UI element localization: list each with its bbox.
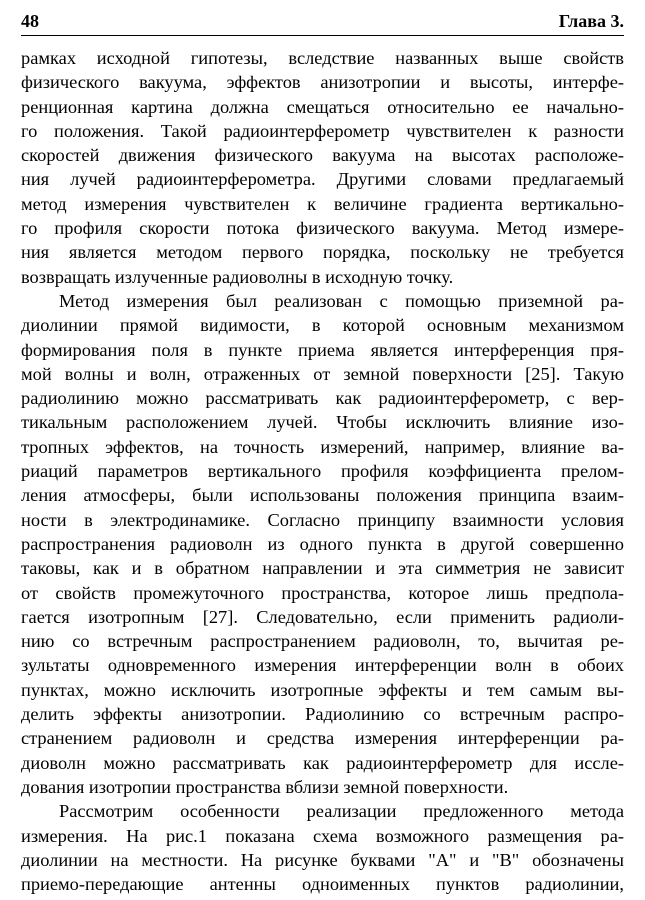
text-line: ния лучей радиоинтерферометра. Другими словами предлагаемый [21,169,624,190]
text-line: Метод измерения был реализован с помощью приземной ра- [59,290,624,311]
text-line: ния является методом первого порядка, поскольку не требуется [21,242,624,263]
text-line: ренционная картина должна смещаться относительно ее начально- [21,96,624,117]
text-line: диоволн можно рассматривать как радиоинтерферометр для иссле- [21,752,624,773]
text-line: нию со встречным распространением радиоволн, то, вычитая ре- [21,631,624,652]
text-line: физического вакуума, эффектов анизотропии и высоты, интерфе- [21,72,624,93]
text-line: мой волны и волн, отраженных от земной поверхности [25]. Такую [21,363,624,384]
text-line: тропных эффектов, на точность измерений, например, влияние ва- [21,436,624,457]
book-page [21,10,624,896]
text-line: распространения радиоволн из одного пункта в другой совершенно [21,533,624,554]
text-line: диолинии на местности. На рисунке буквами "А" и "В" обозначены [21,849,624,870]
text-line: Рассмотрим особенности реализации предложенного метода [59,801,624,822]
text-line: гается изотропным [27]. Следовательно, если применить радиоли- [21,606,624,627]
text-line: риаций параметров вертикального профиля коэффициента прелом- [21,461,624,482]
text-line: дования изотропии пространства вблизи земной поверхности. [21,776,509,797]
text-line: от свойств промежуточного пространства, которое лишь предпола- [21,582,624,603]
text-line: рамках исходной гипотезы, вследствие названных выше свойств [21,48,624,68]
text-line: метод измерения чувствителен к величине градиента вертикально- [21,193,624,214]
text-line: го положения. Такой радиоинтерферометр чувствителен к разности [21,120,624,141]
text-line: измерения. На рис.1 показана схема возможного размещения ра- [21,825,624,846]
text-line: формирования поля в пункте приема является интерференция пря- [21,339,624,360]
text-line: приемо-передающие антенны одноименных пунктов радиолинии, [21,874,624,895]
paragraph [21,289,624,799]
text-line: возвращать излученные радиоволны в исходную точку. [21,266,454,287]
text-line: таковы, как и в обратном направлении и эта симметрия не зависит [21,558,624,579]
text-line: диолинии прямой видимости, в которой основным механизмом [21,315,624,336]
text-line: делить эффекты анизотропии. Радиолинию со встречным распро- [21,704,624,725]
text-line: тикальным расположением лучей. Чтобы исключить влияние изо- [21,412,624,433]
text-line: скоростей движения физического вакуума на высотах расположе- [21,145,624,166]
text-line: ления атмосферы, были использованы положения принципа взаим- [21,485,624,506]
text-line: го профиля скорости потока физического вакуума. Метод измере- [21,218,624,239]
running-header [21,10,624,36]
paragraph [21,46,624,289]
text-line: зультаты одновременного измерения интерференции волн в обоих [21,655,624,676]
page-number: 48 [21,11,39,31]
text-line: радиолинию можно рассматривать как радиоинтерферометр, с вер- [21,388,624,409]
paragraph [21,799,624,896]
text-line: странением радиоволн и средства измерения интерференции ра- [21,728,624,749]
text-line: пунктах, можно исключить изотропные эффекты и тем самым вы- [21,679,624,700]
text-line: ности в электродинамике. Согласно принципу взаимности условия [21,509,624,530]
body-text [21,46,624,896]
chapter-title: Глава 3. [558,11,624,31]
